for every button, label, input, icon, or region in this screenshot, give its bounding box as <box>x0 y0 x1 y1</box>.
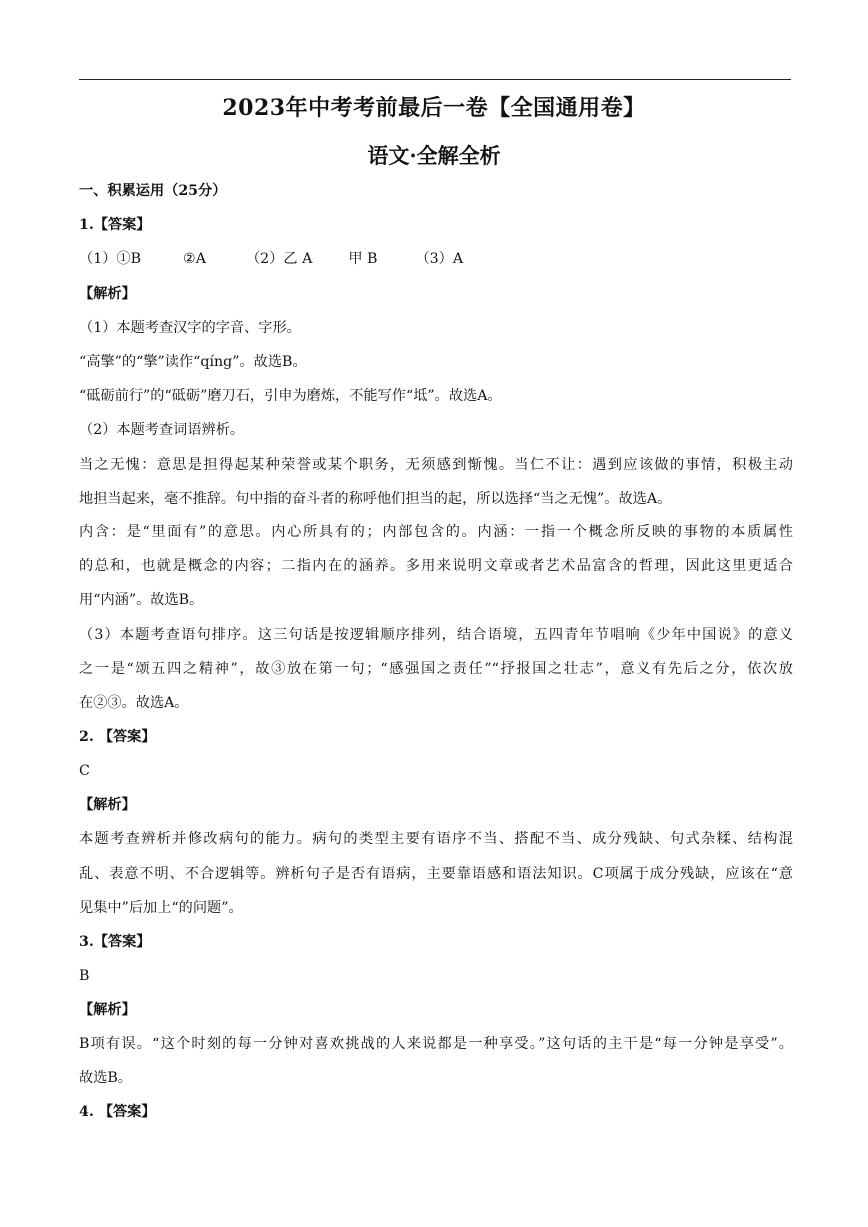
q1-answer-1: （1）①B <box>79 251 142 267</box>
q1-answer-4: 甲 B <box>348 251 378 267</box>
q1-line: 地担当起来，毫不推辞。句中指的奋斗者的称呼他们担当的起，所以选择“当之无愧”。故选A。 <box>79 491 672 507</box>
q2-line: 乱、表意不明、不合逻辑等。辨析句子是否有语病，主要靠语感和语法知识。C项属于成分残缺，应该在“意 <box>79 866 793 882</box>
q1-answer-3: （2）乙 A <box>245 251 313 267</box>
q1-analysis-label: 【解析】 <box>79 286 136 302</box>
q1-line: 用“内涵”。故选B。 <box>79 592 204 608</box>
q3-line: B项有误。“这个时刻的每一分钟对喜欢挑战的人来说都是一种享受。”这句话的主干是“每一分钟是享受”。 <box>79 1036 793 1052</box>
document-title: 2023年中考考前最后一卷【全国通用卷】 <box>222 95 646 121</box>
q1-line: 在②③。故选A。 <box>79 695 189 711</box>
q1-line: （1）本题考查汉字的字音、字形。 <box>79 320 301 336</box>
q2-line: 见集中”后加上“的问题”。 <box>79 900 243 916</box>
q3-line: 故选B。 <box>79 1070 132 1086</box>
q2-answer-label: 2. 【答案】 <box>79 729 156 745</box>
q1-line: 内含：是“里面有”的意思。内心所具有的；内部包含的。内涵：一指一个概念所反映的事物的本质属性 <box>79 524 793 540</box>
q1-line: “砥砺前行”的“砥砺”磨刀石，引申为磨炼，不能写作“坻”。故选A。 <box>79 388 502 404</box>
document-subtitle: 语文·全解全析 <box>367 143 501 168</box>
q2-line: 本题考查辨析并修改病句的能力。病句的类型主要有语序不当、搭配不当、成分残缺、句式杂糅、结构混 <box>79 831 793 847</box>
q4-answer-label: 4. 【答案】 <box>79 1104 156 1120</box>
q1-answer-row <box>79 249 793 269</box>
q1-line: 当之无愧：意思是担得起某种荣誉或某个职务，无须感到惭愧。当仁不让：遇到应该做的事情，积极主动 <box>79 457 793 473</box>
q1-line: （3）本题考查语句排序。这三句话是按逻辑顺序排列，结合语境，五四青年节唱响《少年中国说》的意义 <box>79 627 793 643</box>
q1-answer-2: ②A <box>183 251 206 267</box>
q1-line: 的总和，也就是概念的内容；二指内在的涵养。多用来说明文章或者艺术品富含的哲理，因此这里更适合 <box>79 558 793 574</box>
q1-line: “高擎”的“擎”读作“qíng”。故选B。 <box>79 354 307 370</box>
q3-analysis-label: 【解析】 <box>79 1002 136 1018</box>
q3-answer: B <box>79 968 90 984</box>
q1-line: （2）本题考查词语辨析。 <box>79 422 245 438</box>
q2-answer: C <box>79 763 90 779</box>
section-heading: 一、积累运用（25分） <box>79 183 227 199</box>
q1-line: 之一是“颂五四之精神”，故③放在第一句；“感强国之责任”“抒报国之壮志”，意义有先后之分，依次放 <box>79 661 793 677</box>
q1-answer-5: （3）A <box>415 251 464 267</box>
q3-answer-label: 3.【答案】 <box>79 934 151 950</box>
q1-answer-label: 1.【答案】 <box>79 217 151 233</box>
q2-analysis-label: 【解析】 <box>79 797 136 813</box>
header-rule <box>79 79 791 80</box>
